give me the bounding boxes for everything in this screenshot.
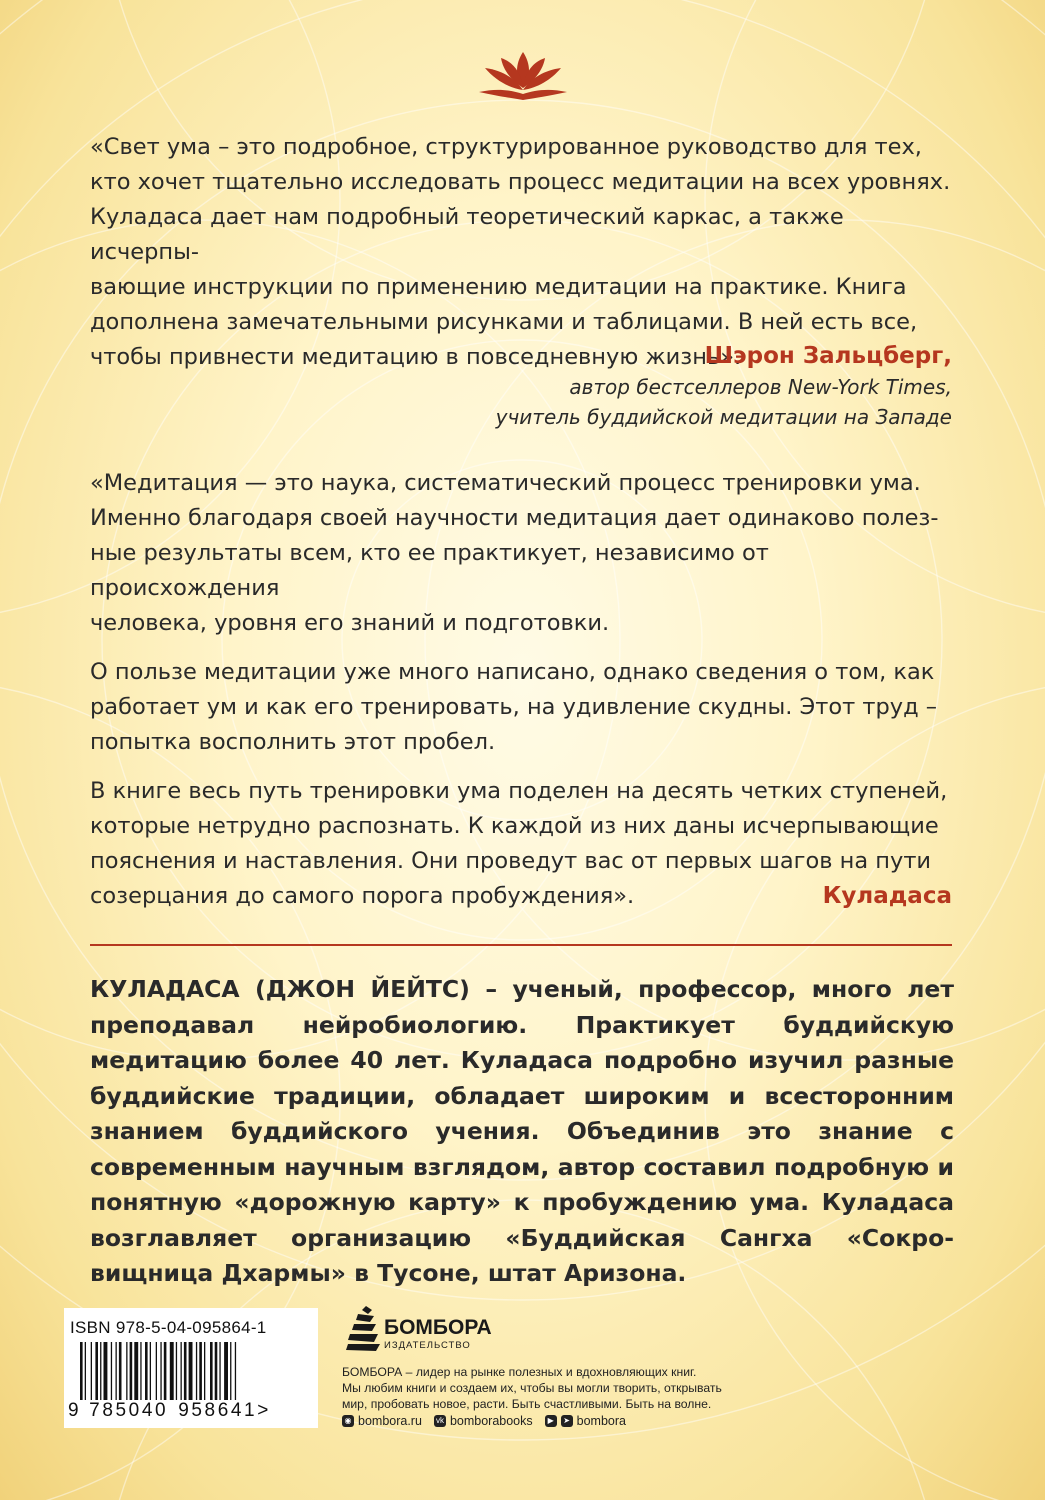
description-line: Мы любим книги и создаем их, чтобы вы могли творить, открывать: [342, 1381, 722, 1395]
quote-line: кто хочет тщательно исследовать процесс медитации на всех уровнях.: [90, 169, 951, 195]
description-line: БОМБОРА – лидер на рынке полезных и вдохновляющих книг.: [342, 1365, 697, 1379]
barcode-bar: [80, 1342, 83, 1400]
social-vk-text: bomborabooks: [449, 1414, 533, 1428]
quote-line: «Свет ума – это подробное, структурированное руководство для тех,: [90, 134, 922, 160]
quote-line: Куладаса дает нам подробный теоретический каркас, а также исчерпы-: [90, 204, 844, 265]
quote-salzberg: [90, 130, 952, 375]
barcode-bars: [80, 1342, 300, 1400]
barcode-bar: [224, 1342, 228, 1400]
barcode-digit-group: 958641: [178, 1400, 258, 1421]
barcode-bar: [176, 1342, 177, 1400]
quote-line: человека, уровня его знаний и подготовки.: [90, 610, 610, 636]
quote-line: попытка восполнить этот пробел.: [90, 729, 496, 755]
section-divider: [90, 944, 952, 946]
barcode-bar: [140, 1342, 141, 1400]
barcode-digit-group: 785040: [89, 1400, 169, 1421]
bio-line: обладает широким и всесторонним знанием буддийского учения.: [90, 1081, 955, 1145]
quote-line: О пользе медитации уже много написано, однако сведения о том, как: [90, 659, 935, 685]
attribution-name: Шэрон Зальцберг,: [704, 343, 952, 369]
publisher-name: БОМБОРА: [384, 1316, 492, 1339]
bio-line: ума. Куладаса возглавляет организацию «Буддийская Сангха «Сокро-: [90, 1188, 954, 1252]
attribution-role: автор бестселлеров New-York Times,: [569, 375, 952, 399]
attribution-name: Куладаса: [822, 883, 952, 909]
barcode-bar: [156, 1342, 157, 1400]
barcode-digits: [68, 1400, 312, 1422]
barcode-bar: [230, 1342, 231, 1400]
vk-icon: vk: [435, 1416, 444, 1425]
barcode-bar: [116, 1342, 117, 1400]
quote-paragraph: [90, 655, 952, 760]
web-icon: ◉: [342, 1415, 354, 1427]
barcode-bar: [91, 1342, 92, 1400]
barcode-bar: [119, 1342, 122, 1400]
barcode-bar: [219, 1342, 220, 1400]
bio-line: Объединив это знание с современным научным взглядом, автор: [90, 1117, 955, 1181]
description-line: мир, пробовать новое, расти. Быть счастливыми. Быть на волне.: [342, 1397, 712, 1411]
barcode-bar: [100, 1342, 101, 1400]
attribution-culadasa: [823, 880, 952, 912]
quote-line: чтобы привнести медитацию в повседневную жизнь».: [90, 344, 742, 370]
attribution-salzberg: [496, 340, 952, 432]
bio-line: вищница Дхармы» в Тусоне, штат Аризона.: [90, 1259, 687, 1287]
quote-line: созерцания до самого порога пробуждения».: [90, 883, 635, 909]
publisher-description: [342, 1364, 722, 1412]
barcode-bar: [130, 1342, 133, 1400]
quote-line: ные результаты всем, кто ее практикует, независимо от происхождения: [90, 540, 769, 601]
barcode-bar: [184, 1342, 187, 1400]
publisher-subtitle: ИЗДАТЕЛЬСТВО: [384, 1340, 471, 1351]
social-web-text: bombora.ru: [358, 1414, 422, 1428]
barcode-bar: [134, 1342, 138, 1400]
barcode-bar: [204, 1342, 205, 1400]
barcode-bar: [196, 1342, 197, 1400]
social-youtube-telegram[interactable]: [545, 1414, 626, 1428]
bio-line: составил подробную и понятную «дорожную карту» к пробуждению: [90, 1152, 954, 1216]
barcode-bar: [189, 1342, 193, 1400]
social-links: [342, 1414, 626, 1428]
barcode-digit-lead: 9: [68, 1400, 82, 1421]
barcode-bar: [164, 1342, 167, 1400]
quote-line: пояснения и наставления. Они проведут вас от первых шагов на пути: [90, 848, 932, 874]
lotus-icon: [467, 48, 579, 112]
author-bio: [90, 972, 954, 1292]
quote-line: Именно благодаря своей научности медитация дает одинаково полез-: [90, 505, 939, 531]
bio-line: КУЛАДАСА (ДЖОН ЙЕЙТС) – ученый, профессор, много лет: [90, 975, 954, 1003]
attribution-role: учитель буддийской медитации на Западе: [495, 405, 952, 429]
barcode-bar: [210, 1342, 213, 1400]
barcode-bar: [111, 1342, 112, 1400]
telegram-icon: ➤: [561, 1415, 573, 1427]
barcode-bar: [85, 1342, 86, 1400]
barcode-bar: [160, 1342, 161, 1400]
barcode-bar: [150, 1342, 151, 1400]
social-web[interactable]: [342, 1414, 422, 1428]
bio-line: более 40 лет. Куладаса подробно изучил разные буддийские традиции,: [90, 1046, 955, 1110]
barcode-bar: [170, 1342, 174, 1400]
bio-line: преподавал нейробиологию. Практикует буддийскую медитацию: [90, 1010, 954, 1074]
quote-line: которые нетрудно распознать. К каждой из них даны исчерпывающие: [90, 813, 939, 839]
isbn-label: ISBN 978-5-04-095864-1: [70, 1318, 267, 1337]
quote-line: В книге весь путь тренировки ума поделен на десять четких ступеней,: [90, 778, 948, 804]
barcode-bar: [95, 1342, 98, 1400]
barcode-bar: [145, 1342, 148, 1400]
barcode-bar: [215, 1342, 218, 1400]
barcode-digit-trail: >: [257, 1400, 271, 1421]
barcode-bar: [104, 1342, 108, 1400]
quote-culadasa: [90, 466, 952, 928]
quote-line: «Медитация — это наука, систематический процесс тренировки ума.: [90, 470, 921, 496]
quote-line: работает ум и как его тренировать, на удивление скудны. Этот труд –: [90, 694, 938, 720]
quote-line: дополнена замечательными рисунками и таблицами. В ней есть все,: [90, 309, 918, 335]
bombora-logo-icon: [346, 1304, 380, 1352]
barcode-bar: [235, 1342, 236, 1400]
barcode-bar: [199, 1342, 202, 1400]
social-bombora-text: bombora: [576, 1414, 626, 1428]
quote-paragraph: [90, 466, 952, 641]
barcode-bar: [126, 1342, 127, 1400]
barcode-bar: [181, 1342, 182, 1400]
quote-line: вающие инструкции по применению медитации на практике. Книга: [90, 274, 907, 300]
social-vk[interactable]: [434, 1414, 533, 1428]
youtube-icon: ▶: [545, 1415, 557, 1427]
